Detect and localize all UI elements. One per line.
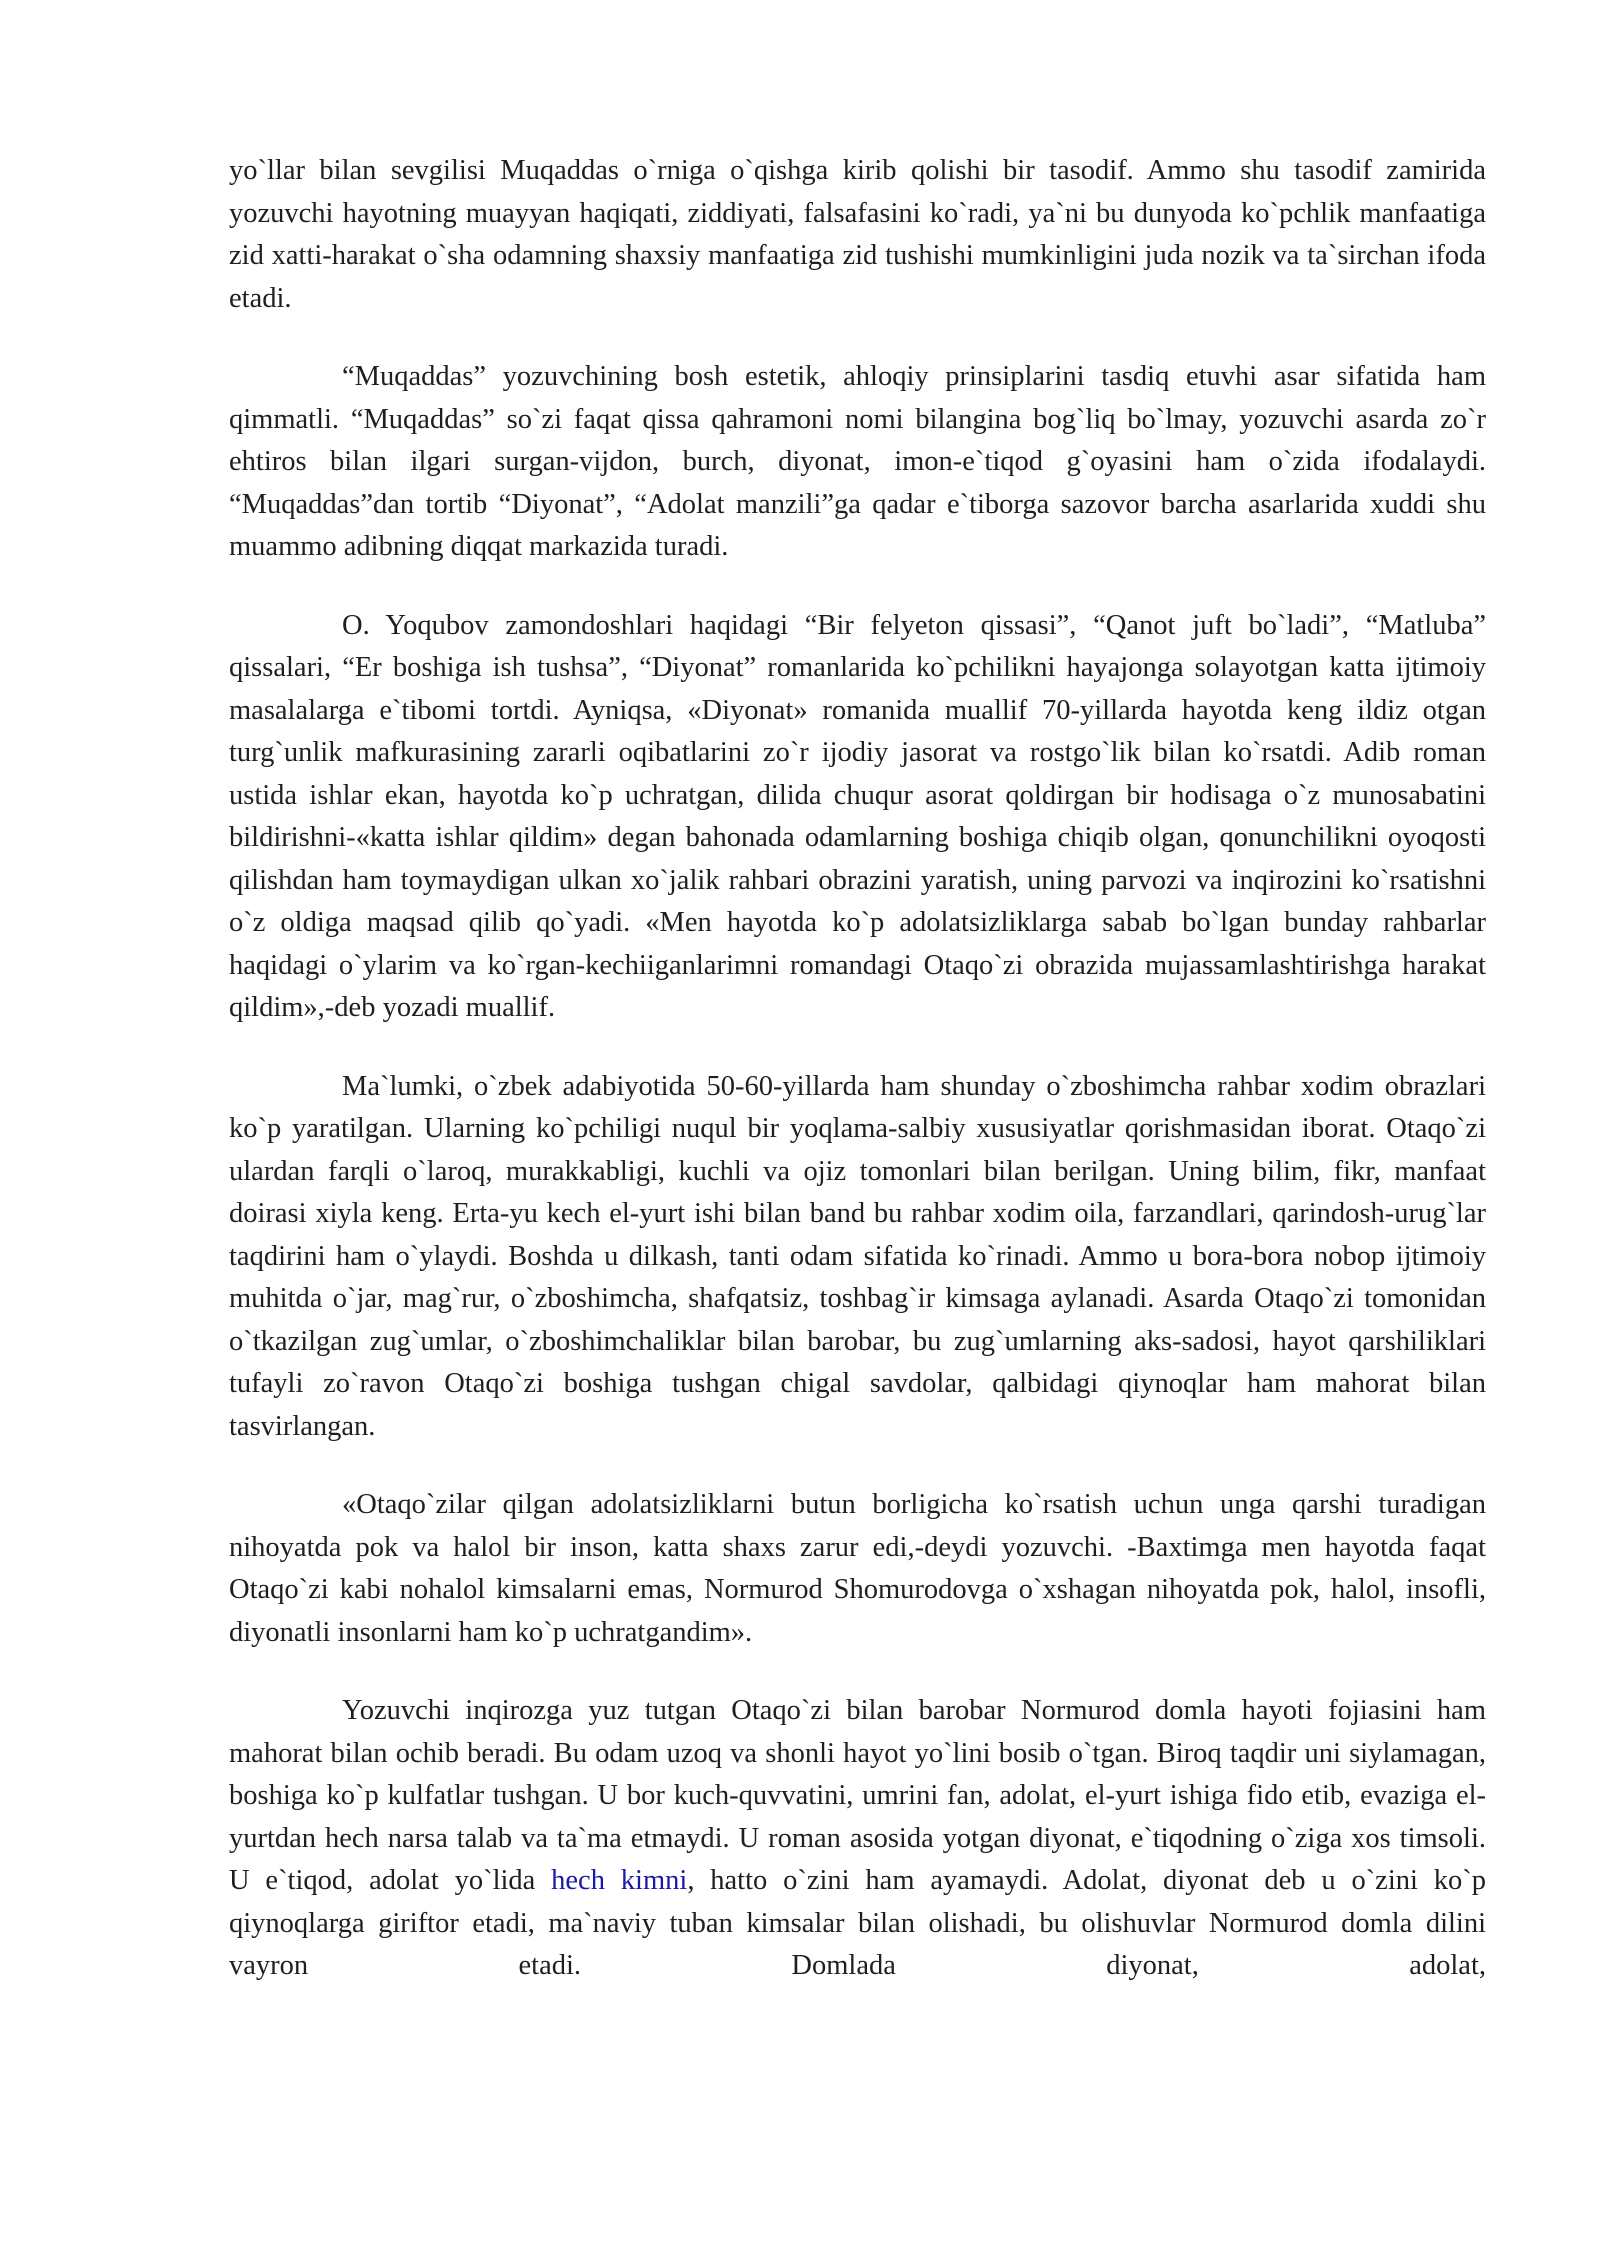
paragraph-3: O. Yoqubov zamondoshlari haqidagi “Bir felyeton qissasi”, “Qanot juft bo`ladi”, “Matluba” qissalari, “Er boshiga ish tushsa”, “Diyonat” romanlarida ko`pchilikni hayajonga solayotgan katta ijtimoiy masalalarga e`tibomi tortdi. Ayniqsa, «Diyonat» romanida muallif 70-yillarda hayotda keng ildiz otgan turg`unlik mafkurasining zararli oqibatlarini zo`r ijodiy jasorat va rostgo`lik bilan ko`rsatdi. Adib roman ustida ishlar ekan, hayotda ko`p uchratgan, dilida chuqur asorat qoldirgan bir hodisaga o`z munosabatini bildirishni-«katta ishlar qildim» degan bahonada odamlarning boshiga chiqib olgan, qonunchilikni oyoqosti qilishdan ham toymaydigan ulkan xo`jalik rahbari obrazini yaratish, uning parvozi va inqirozini ko`rsatishni o`z oldiga maqsad qilib qo`yadi. «Men hayotda ko`p adolatsizliklarga sabab bo`lgan bunday rahbarlar haqidagi o`ylarim va ko`rgan-kechiiganlarimni romandagi Otaqo`zi obrazida mujassamlashtirishga harakat qildim»,-deb yozadi muallif.	[229, 609, 1486, 1023]
paragraph-2: “Muqaddas” yozuvchining bosh estetik, ahloqiy prinsiplarini tasdiq etuvhi asar sifatida ham qimmatli. “Muqaddas” so`zi faqat qissa qahramoni nomi bilangina bog`liq bo`lmay, yozuvchi asarda zo`r ehtiros bilan ilgari surgan-vijdon, burch, diyonat, imon-e`tiqod g`oyasini ham o`zida ifodalaydi. “Muqaddas”dan tortib “Diyonat”, “Adolat manzili”ga qadar e`tiborga sazovor barcha asarlarida xuddi shu muammo adibning diqqat markazida turadi.	[229, 361, 1486, 562]
paragraph-4: Ma`lumki, o`zbek adabiyotida 50-60-yillarda ham shunday o`zboshimcha rahbar xodim obrazlari ko`p yaratilgan. Ularning ko`pchiligi nuqul bir yoqlama-salbiy xususiyatlar qorishmasidan iborat. Otaqo`zi ulardan farqli o`laroq, murakkabligi, kuchli va ojiz tomonlari bilan berilgan. Uning bilim, fikr, manfaat doirasi xiyla keng. Erta-yu kech el-yurt ishi bilan band bu rahbar xodim oila, farzandlari, qarindosh-urug`lar taqdirini ham o`ylaydi. Boshda u dilkash, tanti odam sifatida ko`rinadi. Ammo u bora-bora nobop ijtimoiy muhitda o`jar, mag`rur, o`zboshimcha, shafqatsiz, toshbag`ir kimsaga aylanadi. Asarda Otaqo`zi tomonidan o`tkazilgan zug`umlar, o`zboshimchaliklar bilan barobar, bu zug`umlarning aks-sadosi, hayot qarshiliklari tufayli zo`ravon Otaqo`zi boshiga tushgan chigal savdolar, qalbidagi qiynoqlar ham mahorat bilan tasvirlangan.	[229, 1070, 1486, 1442]
hyperlink-hech-kimni[interactable]: hech kimni	[551, 1865, 688, 1896]
paragraph-6	[229, 1690, 1486, 1988]
paragraph-5: «Otaqo`zilar qilgan adolatsizliklarni butun borligicha ko`rsatish uchun unga qarshi turadigan nihoyatda pok va halol bir inson, katta shaxs zarur edi,-deydi yozuvchi. -Baxtimga men hayotda faqat Otaqo`zi kabi nohalol kimsalarni emas, Normurod Shomurodovga o`xshagan nihoyatda pok, halol, insofli, diyonatli insonlarni ham ko`p uchratgandim».	[229, 1489, 1486, 1648]
paragraph-6-text-after: , hatto o`zini ham ayamaydi. Adolat, diyonat deb u o`zini ko`p qiynoqlarga giriftor etadi, ma`naviy tuban kimsalar bilan olishadi, bu olishuvlar Normurod domla dilini vayron etadi. Domlada diyonat, adolat,	[229, 1865, 1486, 1981]
paragraph-1: yo`llar bilan sevgilisi Muqaddas o`rniga o`qishga kirib qolishi bir tasodif. Ammo shu tasodif zamirida yozuvchi hayotning muayyan haqiqati, ziddiyati, falsafasini ko`radi, ya`ni bu dunyoda ko`pchlik manfaatiga zid xatti-harakat o`sha odamning shaxsiy manfaatiga zid tushishi mumkinligini juda nozik va ta`sirchan ifoda etadi.	[229, 155, 1486, 314]
paragraph-6-text-before: Yozuvchi inqirozga yuz tutgan Otaqo`zi bilan barobar Normurod domla hayoti fojiasini ham mahorat bilan ochib beradi. Bu odam uzoq va shonli hayot yo`lini bosib o`tgan. Biroq taqdir uni siylamagan, boshiga ko`p kulfatlar tushgan. U bor kuch-quvvatini, umrini fan, adolat, el-yurt ishiga fido etib, evaziga el-yurtdan hech narsa talab va ta`ma etmaydi. U roman asosida yotgan diyonat, e`tiqodning o`ziga xos timsoli. U e`tiqod, adolat yo`lida	[229, 1695, 1486, 1896]
document-page	[229, 150, 1486, 2024]
